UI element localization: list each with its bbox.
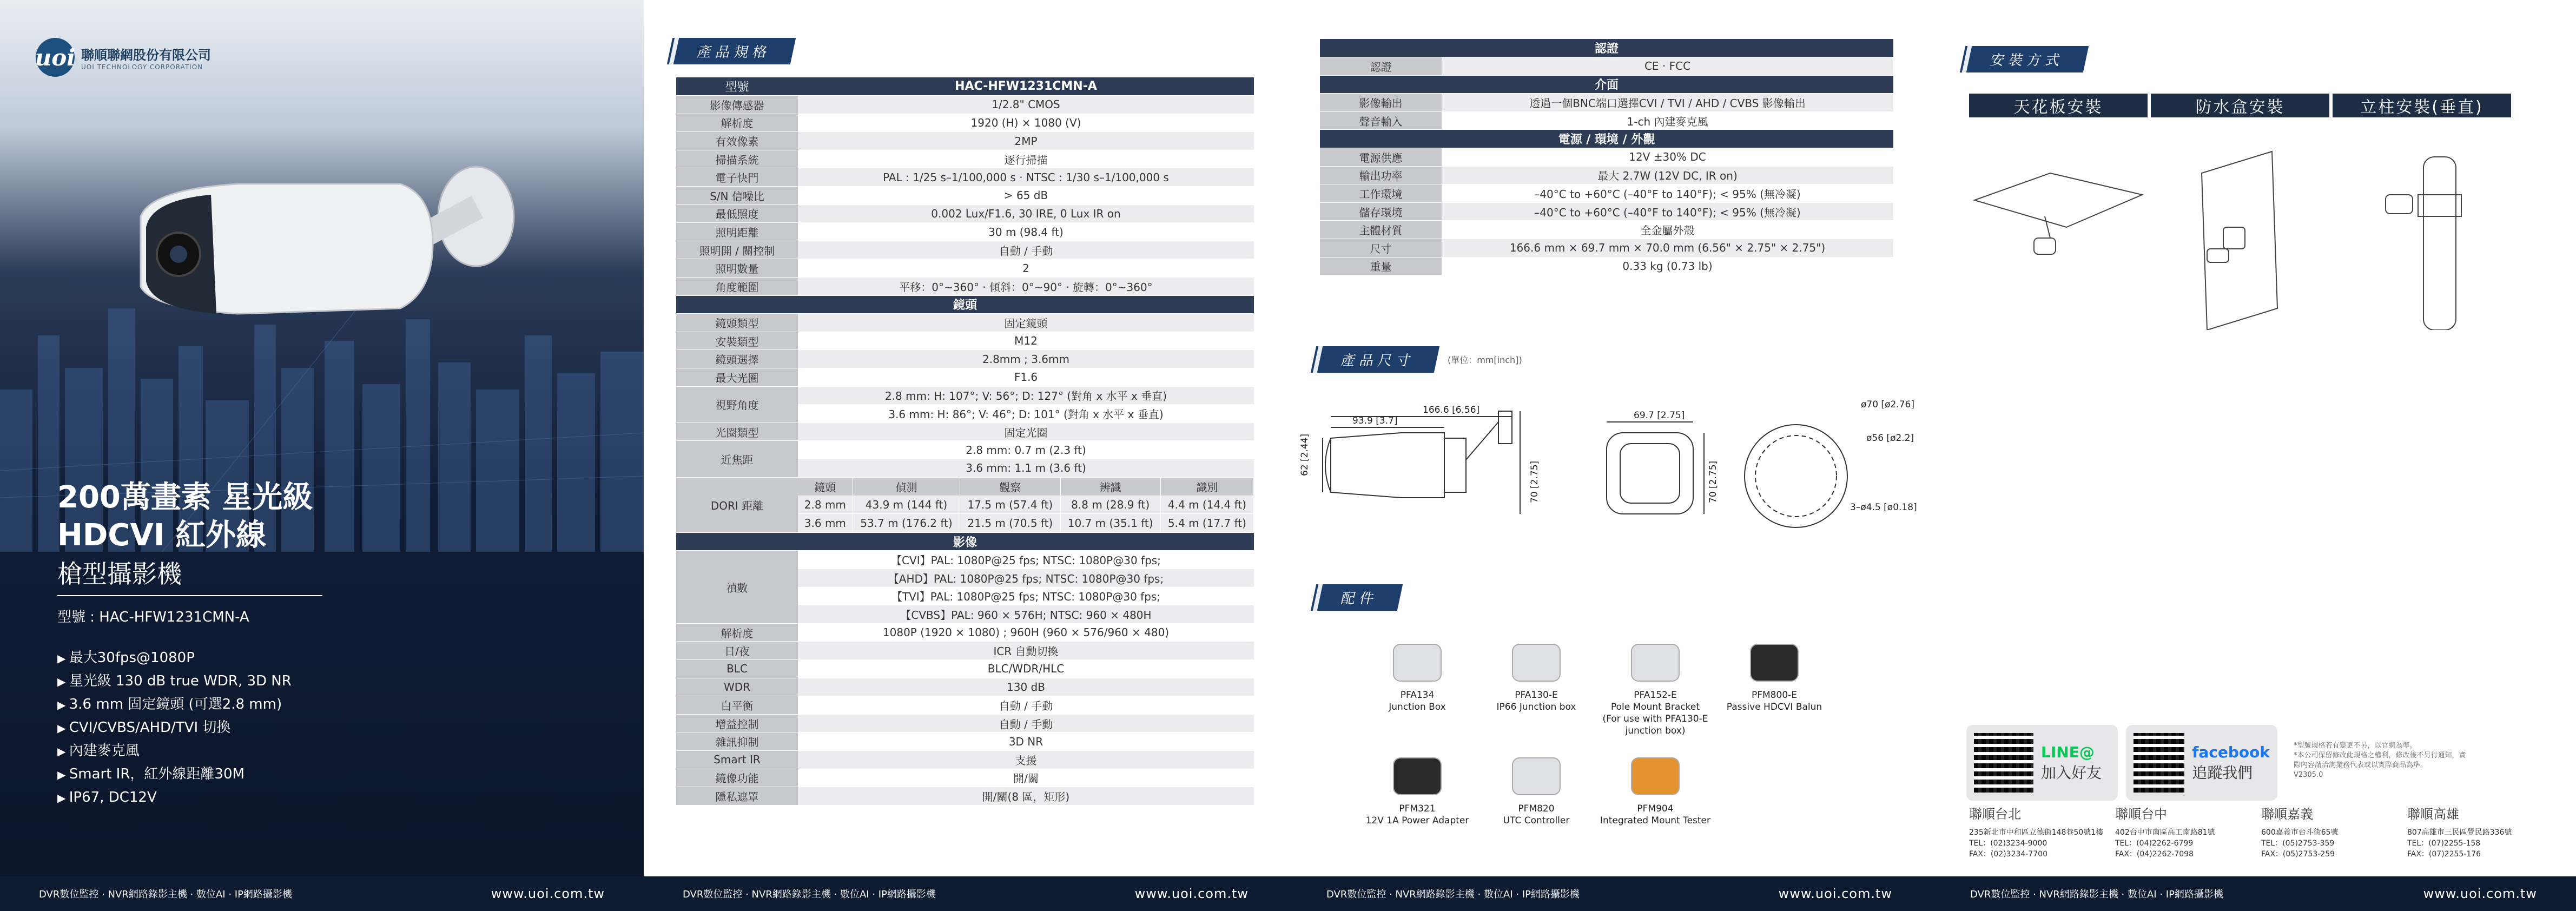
dori-cell-value: 2.8 mm [798,496,853,514]
spec-value: 3.6 mm: H: 86°; V: 46°; D: 101° (對角 x 水平 x 垂直) [798,405,1254,423]
spec-row [676,551,1254,569]
spec-row [676,278,1254,296]
dori-cell-value: 21.5 m (70.5 ft) [960,514,1060,532]
spec-row [1320,239,1893,258]
spec-row [676,114,1254,132]
office-line: FAX：(05)2753-259 [2261,850,2335,859]
spec-value: 130 dB [798,678,1254,696]
spec-row [676,386,1254,405]
spec-value: 1080P (1920 × 1080) ; 960H (960 × 576/960 × 480) [798,623,1254,642]
spec-row [676,350,1254,368]
spec-row [676,223,1254,241]
dim-height-1: 62 [2.44] [1299,433,1310,476]
accessory-desc: junction box) [1625,725,1686,736]
spec-value: ICR 自動切換 [798,642,1254,660]
footer-url[interactable]: www.uoi.com.tw [491,886,605,901]
office-line: FAX：(04)2262-7098 [2115,850,2194,859]
spec-value: M12 [798,332,1254,350]
spec-row [676,642,1254,660]
acc-tag-label: 配件 [1317,584,1403,611]
spec-row [676,168,1254,187]
feature-item: ▶ Smart IR，紅外線距離30M [57,763,292,786]
office-block [1969,809,2103,860]
facebook-brand: facebook [2192,743,2270,761]
spec-key: 鏡像功能 [676,769,798,787]
accessory-item [1477,644,1596,713]
accessory-desc: 12V 1A Power Adapter [1365,815,1469,826]
accessory-image [1393,644,1442,682]
model-number: 型號 : HAC-HFW1231CMN-A [57,609,249,625]
spec-section-header [676,295,1254,314]
footer-links: DVR數位監控 · NVR網路錄影主機 · 數位AI · IP網路攝影機 [683,889,936,900]
dim-length: 166.6 [6.56] [1423,405,1480,415]
feature-item: ▶ CVI/CVBS/AHD/TVI 切換 [57,716,292,740]
accessory-model: PFM820 [1518,803,1555,814]
spec-key: 安裝類型 [676,332,798,350]
spec-row [676,787,1254,806]
feature-item: ▶ IP67, DC12V [57,786,292,809]
accessory-model: PFA130-E [1515,690,1558,701]
spec-value: 開/關(8 區，矩形) [798,787,1254,806]
spec-value: –40°C to +60°C (–40°F to 140°F); < 95% (無冷凝) [1442,184,1893,203]
spec-value: 自動 / 手動 [798,241,1254,259]
line-qr-card[interactable] [1966,725,2118,801]
accessory-image [1750,644,1799,682]
spec-key: 有效像素 [676,132,798,150]
spec-key: 工作環境 [1320,184,1442,203]
footer-links: DVR數位監控 · NVR網路錄影主機 · 數位AI · IP網路攝影機 [1970,889,2223,900]
feature-item: ▶ 星光級 130 dB true WDR, 3D NR [57,670,292,693]
fine-print [2294,741,2467,780]
spec-key: 近焦距 [676,441,798,477]
spec-row [676,314,1254,332]
install-page [1931,0,2576,911]
facebook-qr-code [2134,733,2184,793]
accessory-model: PFM321 [1399,803,1436,814]
office-line: 235新北市中和區立德街148巷50號1樓 [1969,828,2104,837]
spec-row [676,750,1254,769]
footer-url[interactable]: www.uoi.com.tw [1134,886,1249,901]
acc-section-tag [1320,584,1400,611]
subheadline: 槍型攝影機 [57,559,182,589]
spec-value: 2.8 mm: 0.7 m (2.3 ft) [798,441,1254,459]
spec-section-header [1320,75,1893,94]
dim-front-width: 69.7 [2.75] [1634,410,1685,421]
spec-key: 隱私遮罩 [676,787,798,806]
spec-value: 30 m (98.4 ft) [798,223,1254,241]
dim-tag-label: 產品尺寸 [1317,346,1439,373]
logo-mark: uoi [36,38,75,77]
spec-value: 【CVI】PAL: 1080P@25 fps; NTSC: 1080P@30 fps; [798,551,1254,569]
spec-key: 認證 [1320,57,1442,76]
office-line: 402台中市南區高工南路81號 [2115,828,2215,837]
facebook-qr-card[interactable] [2126,725,2277,801]
accessory-item [1358,757,1477,827]
spec-table [676,77,1254,806]
office-block [2407,809,2512,860]
spec-value: CE · FCC [1442,57,1893,76]
dimension-drawing [1320,400,1899,541]
fine-line: V2305.0 [2294,771,2323,779]
spec-value: > 65 dB [798,187,1254,205]
spec-key: 重量 [1320,257,1442,275]
spec-section-title: 認證 [1320,39,1893,57]
spec-key: 視野角度 [676,386,798,423]
spec-key: 儲存環境 [1320,202,1442,221]
facebook-label: 追蹤我們 [2192,763,2253,782]
headline-line-2: HDCVI 紅外線 [57,518,267,553]
install-section-tag [1969,46,2086,72]
feature-item: ▶ 3.6 mm 固定鏡頭 (可選2.8 mm) [57,693,292,716]
spec-row [676,660,1254,678]
spec-value: F1.6 [798,368,1254,387]
dim-base-inner: ø56 [ø2.2] [1866,433,1914,444]
dim-height-2: 70 [2.75] [1529,460,1540,503]
accessory-item [1596,757,1715,827]
spec-key: 角度範圍 [676,278,798,296]
spec-value: 2MP [798,132,1254,150]
mount-box-label: 防水盒安裝 [2151,94,2329,117]
fine-line: *本公司保留修改此規格之權利，修改後不另行通知，實際內容請洽詢業務代表或以實際商品為準。 [2294,751,2466,769]
office-name: 聯順高雄 [2407,807,2459,822]
spec-key: BLC [676,660,798,678]
spec-row [676,696,1254,715]
spec-value: 【TVI】PAL: 1080P@25 fps; NTSC: 1080P@30 fps; [798,587,1254,605]
spec-key: S/N 信噪比 [676,187,798,205]
spec-key: 照明開 / 關控制 [676,241,798,259]
feature-item: ▶ 內建麥克風 [57,740,292,763]
accessory-desc: IP66 Junction box [1496,702,1576,712]
spec-key: 增益控制 [676,714,798,732]
spec-section-title: 電源 / 環境 / 外觀 [1320,130,1893,148]
spec-row [676,623,1254,642]
accessory-item [1358,644,1477,713]
spec-row [676,678,1254,696]
spec-value: 自動 / 手動 [798,696,1254,715]
line-qr-code [1974,733,2033,793]
footer-bar [1287,876,1931,911]
cover-page [0,0,644,911]
office-name: 聯順嘉義 [2261,807,2313,822]
spec-row [1320,57,1893,76]
feature-item: ▶ 最大30fps@1080P [57,646,292,670]
office-line: 807高雄市三民區覺民路336號 [2407,828,2512,837]
accessory-model: PFA152-E [1634,690,1677,701]
dim-front-height: 70 [2.75] [1708,460,1719,503]
spec-row [676,732,1254,751]
spec-row [676,241,1254,259]
spec-row [1320,221,1893,239]
accessory-desc: Integrated Mount Tester [1600,815,1711,826]
spec-row-dori [676,477,1254,532]
office-line: FAX：(07)2255-176 [2407,850,2481,859]
spec-value: 0.002 Lux/F1.6, 30 IRE, 0 Lux IR on [798,204,1254,223]
spec-key: 電源供應 [1320,148,1442,167]
spec-value: 1/2.8" CMOS [798,96,1254,114]
install-tag-label: 安裝方式 [1966,46,2089,72]
accessory-desc: Pole Mount Bracket [1610,702,1700,712]
company-name: 聯順聯網股份有限公司 [81,47,211,63]
mount-ceiling-label: 天花板安裝 [1969,94,2148,117]
spec-key: 禎數 [676,551,798,623]
spec-key: 輸出功率 [1320,166,1442,184]
spec-value: 1920 (H) × 1080 (V) [798,114,1254,132]
footer-url[interactable]: www.uoi.com.tw [1778,886,1892,901]
spec-row [1320,166,1893,184]
dori-header-cell: 偵測 [853,478,960,496]
spec-row [676,204,1254,223]
spec-tag-label: 產品規格 [673,38,796,64]
accessory-image [1631,644,1680,682]
dori-cell-value: 8.8 m (28.9 ft) [1060,496,1160,514]
office-block [2261,809,2339,860]
spec-row-model [676,77,1254,96]
spec-key: 型號 [676,77,798,96]
spec-row [1320,184,1893,203]
office-line: TEL：(07)2255-158 [2407,839,2481,848]
company-name-en: UOI TECHNOLOGY CORPORATION [81,63,203,71]
spec-key: DORI 距離 [676,477,798,532]
dori-cell-value: 53.7 m (176.2 ft) [853,514,960,532]
company-logo [36,38,211,77]
spec-key: 光圈類型 [676,423,798,441]
spec-table-2 [1320,39,1893,275]
spec-value: –40°C to +60°C (–40°F to 140°F); < 95% (無冷凝) [1442,202,1893,221]
spec-value: 開/關 [798,769,1254,787]
footer-bar [644,876,1287,911]
spec-section-title: 影像 [676,532,1254,551]
spec-value: 固定鏡頭 [798,314,1254,332]
spec-value: 最大 2.7W (12V DC, IR on) [1442,166,1893,184]
dori-cell-value: 4.4 m (14.4 ft) [1160,496,1253,514]
spec-value: HAC-HFW1231CMN-A [798,77,1254,96]
dim-base-diameter: ø70 [ø2.76] [1861,399,1914,410]
spec-row [676,368,1254,387]
spec-value: BLC/WDR/HLC [798,660,1254,678]
spec-value: 自動 / 手動 [798,714,1254,732]
spec-key: 掃描系統 [676,150,798,168]
spec-key: 最大光圈 [676,368,798,387]
spec-row [676,259,1254,278]
headline [57,479,313,554]
spec-value: PAL : 1/25 s–1/100,000 s · NTSC : 1/30 s–1/100,000 s [798,168,1254,187]
spec-row [1320,94,1893,112]
spec-value: 3D NR [798,732,1254,751]
office-line: FAX：(02)3234-7700 [1969,850,2047,859]
spec-key: 尺寸 [1320,239,1442,258]
spec-key: 解析度 [676,623,798,642]
dim-section-tag [1320,346,1522,373]
spec-value: 【AHD】PAL: 1080P@25 fps; NTSC: 1080P@30 fps; [798,569,1254,587]
spec-row [676,132,1254,150]
office-block [2115,809,2215,860]
spec-value: 2.8mm ; 3.6mm [798,350,1254,368]
accessory-model: PFM800-E [1751,690,1798,701]
accessory-image [1512,757,1561,795]
headline-line-1: 200萬畫素 星光級 [57,480,313,515]
spec-row [676,714,1254,732]
spec-row [676,441,1254,459]
accessory-image [1393,757,1442,795]
spec-key: 電子快門 [676,168,798,187]
accessory-model: PFM904 [1637,803,1674,814]
footer-bar [1931,876,2576,911]
dim-unit-note: (單位：mm[inch]) [1448,355,1522,365]
line-brand: LINE@ [2041,743,2095,761]
spec-row [1320,148,1893,167]
accessory-item [1477,757,1596,827]
spec-page-2 [1287,0,1931,911]
spec-key: 解析度 [676,114,798,132]
spec-value: 【CVBS】PAL: 960 × 576H; NTSC: 960 × 480H [798,605,1254,624]
footer-links: DVR數位監控 · NVR網路錄影主機 · 數位AI · IP網路攝影機 [1326,889,1580,900]
dori-cell-value: 3.6 mm [798,514,853,532]
spec-row [676,423,1254,441]
accessory-desc: Passive HDCVI Balun [1726,702,1822,712]
spec-value: 12V ±30% DC [1442,148,1893,167]
spec-section-title: 鏡頭 [676,295,1254,314]
spec-value: 固定光圈 [798,423,1254,441]
dori-cell-value: 5.4 m (17.7 ft) [1160,514,1253,532]
spec-section-header [676,532,1254,551]
spec-key: 鏡頭選擇 [676,350,798,368]
dori-header [798,478,1254,496]
spec-value: 3.6 mm: 1.1 m (3.6 ft) [798,459,1254,477]
accessory-item [1715,644,1834,713]
spec-value: 全金屬外殼 [1442,221,1893,239]
dori-header-cell: 鏡頭 [798,478,853,496]
office-line: TEL：(04)2262-6799 [2115,839,2194,848]
dori-header-cell: 識別 [1160,478,1253,496]
dori-cell-value: 10.7 m (35.1 ft) [1060,514,1160,532]
feature-list [57,646,292,809]
spec-row [1320,111,1893,130]
line-label: 加入好友 [2041,763,2102,782]
accessory-desc: (For use with PFA130-E [1602,714,1708,724]
spec-key: 聲音輸入 [1320,111,1442,130]
spec-key: Smart IR [676,750,798,769]
spec-key: 照明數量 [676,259,798,278]
accessory-item [1596,644,1715,737]
dori-header-cell: 觀察 [960,478,1060,496]
dori-table [798,478,1254,532]
spec-value: 1-ch 內建麥克風 [1442,111,1893,130]
dori-row [798,496,1254,514]
spec-page [644,0,1287,911]
camera-product-image [130,151,541,352]
accessory-desc: UTC Controller [1503,815,1570,826]
accessory-image [1512,644,1561,682]
spec-value: 2 [798,259,1254,278]
dim-length-2: 93.9 [3.7] [1352,415,1398,426]
spec-value: 平移：0°~360° · 傾斜：0°~90° · 旋轉：0°~360° [798,278,1254,296]
dori-cell-value: 17.5 m (57.4 ft) [960,496,1060,514]
accessory-image [1631,757,1680,795]
mount-pole-label: 立柱安裝(垂直) [2333,94,2511,117]
spec-section-tag [676,38,793,64]
spec-key: 雜訊抑制 [676,732,798,751]
spec-row [676,332,1254,350]
dori-header-cell: 辨識 [1060,478,1160,496]
footer-url[interactable]: www.uoi.com.tw [2423,886,2537,901]
office-name: 聯順台中 [2115,807,2167,822]
accessory-desc: Junction Box [1389,702,1446,712]
spec-section-title: 介面 [1320,75,1893,94]
spec-value: 166.6 mm × 69.7 mm × 70.0 mm (6.56" × 2.75" × 2.75") [1442,239,1893,258]
dori-cell-value: 43.9 m (144 ft) [853,496,960,514]
office-line: 600嘉義市台斗街65號 [2261,828,2339,837]
mount-diagrams [1969,135,2515,330]
fine-line: *型號規格若有變更不另，以官網為準。 [2294,742,2417,750]
mount-headers [1969,94,2511,117]
accessory-model: PFA134 [1400,690,1435,701]
spec-key: 影像傳感器 [676,96,798,114]
dori-row [798,514,1254,532]
spec-key: 日/夜 [676,642,798,660]
footer-links: DVR數位監控 · NVR網路錄影主機 · 數位AI · IP網路攝影機 [39,889,292,900]
spec-key: WDR [676,678,798,696]
spec-row [676,96,1254,114]
footer-bar [0,876,644,911]
spec-row [676,187,1254,205]
spec-key: 最低照度 [676,204,798,223]
spec-value: 支援 [798,750,1254,769]
spec-key: 主體材質 [1320,221,1442,239]
office-line: TEL：(02)3234-9000 [1969,839,2047,848]
spec-key: 影像輸出 [1320,94,1442,112]
spec-row [676,150,1254,168]
office-line: TEL：(05)2753-359 [2261,839,2335,848]
spec-row [1320,257,1893,275]
dim-holes: 3–ø4.5 [ø0.18] [1850,502,1917,513]
office-name: 聯順台北 [1969,807,2021,822]
spec-row [676,769,1254,787]
spec-value: 0.33 kg (0.73 lb) [1442,257,1893,275]
spec-key: 鏡頭類型 [676,314,798,332]
spec-section-header [1320,39,1893,57]
spec-key: 照明距離 [676,223,798,241]
spec-key: 白平衡 [676,696,798,715]
spec-row [1320,202,1893,221]
spec-value: 透過一個BNC端口選擇CVI / TVI / AHD / CVBS 影像輸出 [1442,94,1893,112]
spec-value: 2.8 mm: H: 107°; V: 56°; D: 127° (對角 x 水平 x 垂直) [798,386,1254,405]
spec-value: 逐行掃描 [798,150,1254,168]
divider [57,595,322,596]
spec-section-header [1320,130,1893,148]
dori-cell [798,477,1254,532]
